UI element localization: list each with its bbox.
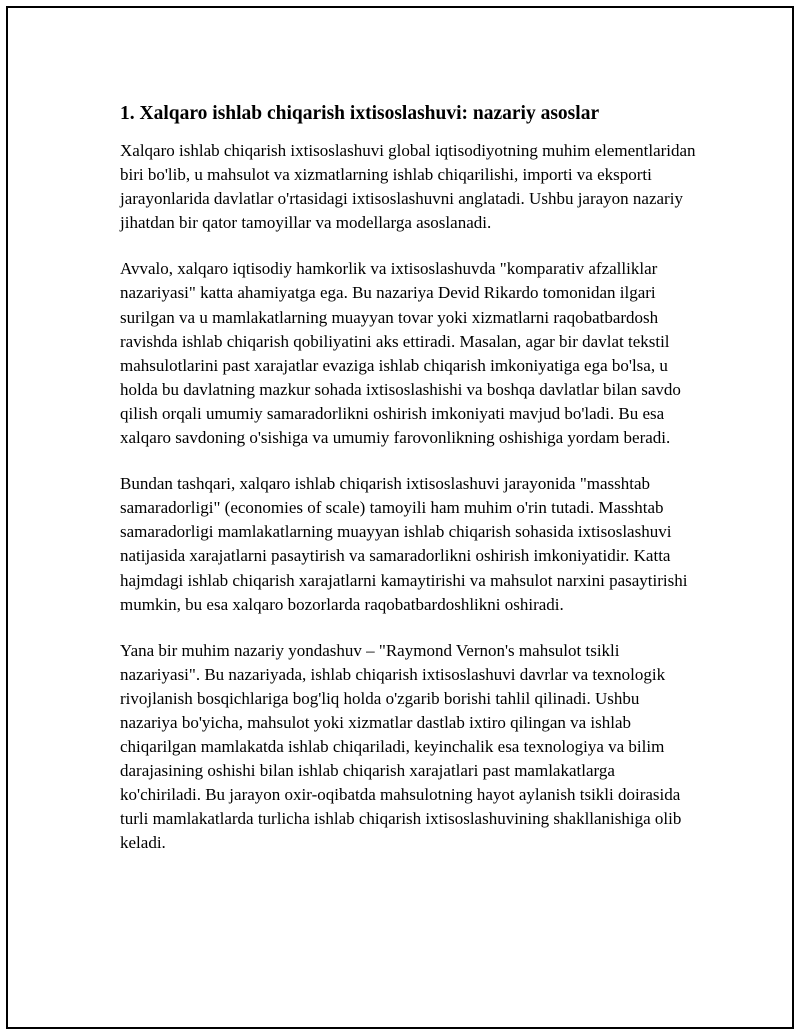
page-frame xyxy=(6,6,794,1029)
paragraph-intro: Xalqaro ishlab chiqarish ixtisoslashuvi global iqtisodiyotning muhim elementlaridan biri bo'lib, u mahsulot va xizmatlarning ishlab chiqarilishi, importi va eksporti jarayonlarida davlatlar o'rtasidagi ixtisoslashuvni anglatadi. Ushbu jarayon nazariy jihatdan bir qator tamoyillar va modellarga asoslanadi. xyxy=(120,141,696,233)
paragraph-product-cycle: Yana bir muhim nazariy yondashuv – "Raymond Vernon's mahsulot tsikli nazariyasi". Bu nazariyada, ishlab chiqarish ixtisoslashuvi davrlar va texnologik rivojlanish bosqichlariga bog'liq holda o'zgarib borishi tahlil qilinadi. Ushbu nazariya bo'yicha, mahsulot yoki xizmatlar dastlab ixtiro qilingan va ishlab chiqarilgan mamlakatda ishlab chiqariladi, keyinchalik esa texnologiya va bilim darajasining oshishi bilan ishlab chiqarish xarajatlari past mamlakatlarga ko'chiriladi. Bu jarayon oxir-oqibatda mahsulotning hayot aylanish tsikli doirasida turli mamlakatlarda turlicha ishlab chiqarish ixtisoslashuvining shakllanishiga olib keladi. xyxy=(120,640,682,853)
section-heading: 1. Xalqaro ishlab chiqarish ixtisoslashuvi: nazariy asoslar xyxy=(120,103,600,124)
document-body xyxy=(120,100,700,878)
paragraph-comparative-advantage: Avvalo, xalqaro iqtisodiy hamkorlik va ixtisoslashuvda "komparativ afzalliklar nazariyasi" katta ahamiyatga ega. Bu nazariya Devid Rikardo tomonidan ilgari surilgan va u mamlakatlarning muayyan tovar yoki xizmatlarni raqobatbardosh ravishda ishlab chiqarish qobiliyatini aks ettiradi. Masalan, agar bir davlat tekstil mahsulotlarini past xarajatlar evaziga ishlab chiqarish imkoniyatiga ega bo'lsa, u holda bu davlatning mazkur sohada ixtisoslashishi va boshqa davlatlar bilan savdo qilish orqali umumiy samaradorlikni oshirish imkoniyati mavjud bo'ladi. Bu esa xalqaro savdoning o'sishiga va umumiy farovonlikning oshishiga yordam beradi. xyxy=(120,259,681,448)
paragraph-economies-of-scale: Bundan tashqari, xalqaro ishlab chiqarish ixtisoslashuvi jarayonida "masshtab samaradorligi" (economies of scale) tamoyili ham muhim o'rin tutadi. Masshtab samaradorligi mamlakatlarning muayyan ishlab chiqarish sohasida ixtisoslashuvi natijasida xarajatlarni pasaytirish va samaradorlikni oshirish imkoniyatidir. Katta hajmdagi ishlab chiqarish xarajatlarni kamaytirishi va mahsulot narxini pasaytirishi mumkin, bu esa xalqaro bozorlarda raqobatbardoshlikni oshiradi. xyxy=(120,474,688,614)
